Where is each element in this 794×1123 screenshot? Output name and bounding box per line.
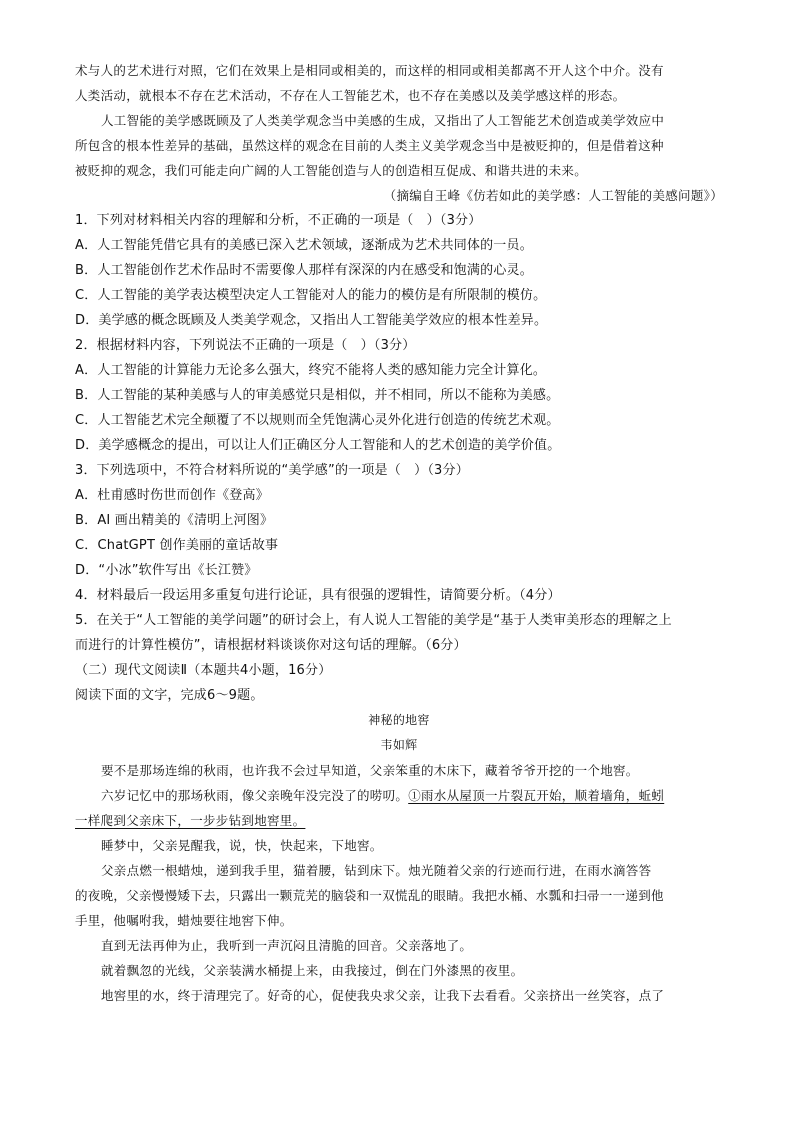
story-paragraph: 父亲点燃一根蜡烛，递到我手里，猫着腰，钻到床下。烛光随着父亲的行迹而行进，在雨水滴答答 xyxy=(101,863,652,878)
passage-line: 被贬抑的观念，我们可能走向广阔的人工智能创造与人的创造相互促成、和谐共进的未来。 xyxy=(75,163,588,178)
question-2-option-c: C．人工智能艺术完全颠覆了不以规则而全凭饱满心灵外化进行创造的传统艺术观。 xyxy=(75,413,560,428)
story-paragraph: 要不是那场连绵的秋雨，也许我不会过早知道，父亲笨重的木床下，藏着爷爷开挖的一个地窖。 xyxy=(101,763,639,778)
section-instruction: 阅读下面的文字，完成6～9题。 xyxy=(75,688,264,703)
story-author: 韦如辉 xyxy=(380,738,418,752)
question-3-option-b: B．AI 画出精美的《清明上河图》 xyxy=(75,513,274,528)
section-heading: （二）现代文阅读Ⅱ（本题共4小题，16分） xyxy=(75,663,332,678)
question-3-option-d: D．“小冰”软件写出《长江赞》 xyxy=(75,563,258,578)
exam-page xyxy=(75,58,723,1008)
passage-line: 人类活动，就根本不存在艺术活动，不存在人工智能艺术，也不存在美感以及美学感这样的形态。 xyxy=(75,88,626,103)
question-4: 4．材料最后一段运用多重复句进行论证，具有很强的逻辑性，请简要分析。（4分） xyxy=(75,588,561,603)
passage-line: 所包含的根本性差异的基础，虽然这样的观念在目前的人类主义美学观念当中是被贬抑的，但是借着这种 xyxy=(75,138,664,153)
underlined-sentence: ①雨水从屋顶一片裂瓦开始，顺着墙角，蚯蚓 xyxy=(408,788,665,803)
story-paragraph-cont: 手里，他嘱咐我，蜡烛要往地窖下伸。 xyxy=(75,913,293,928)
story-paragraph-cont xyxy=(75,808,723,833)
passage-line: 术与人的艺术进行对照，它们在效果上是相同或相美的，而这样的相同或相美都离不开人这个中介。没有 xyxy=(75,63,664,78)
story-text: 六岁记忆中的那场秋雨，像父亲晚年没完没了的唠叨。 xyxy=(101,788,409,803)
question-1-option-a: A．人工智能凭借它具有的美感已深入艺术领域，逐渐成为艺术共同体的一员。 xyxy=(75,238,533,253)
question-3-option-c: C．ChatGPT 创作美丽的童话故事 xyxy=(75,538,279,553)
question-5-line-1: 5．在关于“人工智能的美学问题”的研讨会上，有人说人工智能的美学是“基于人类审美形态的理解之上 xyxy=(75,613,672,628)
question-1-option-b: B．人工智能创作艺术作品时不需要像人那样有深深的内在感受和饱满的心灵。 xyxy=(75,263,533,278)
question-2-option-b: B．人工智能的某种美感与人的审美感觉只是相似，并不相同，所以不能称为美感。 xyxy=(75,388,560,403)
story-title: 神秘的地窖 xyxy=(368,713,430,727)
story-paragraph xyxy=(75,783,723,808)
story-paragraph: 地窖里的水，终于清理完了。好奇的心，促使我央求父亲，让我下去看看。父亲挤出一丝笑容，点了 xyxy=(101,988,665,1003)
question-2-option-d: D．美学感概念的提出，可以让人们正确区分人工智能和人的艺术创造的美学价值。 xyxy=(75,438,561,453)
question-3: 3．下列选项中，不符合材料所说的“美学感”的一项是（ ）（3分） xyxy=(75,463,469,478)
question-5-line-2: 而进行的计算性模仿”，请根据材料谈谈你对这句话的理解。（6分） xyxy=(75,638,467,653)
story-paragraph: 睡梦中，父亲晃醒我，说，快，快起来，下地窖。 xyxy=(101,838,383,853)
question-1-option-d: D．美学感的概念既顾及人类美学观念，又指出人工智能美学效应的根本性差异。 xyxy=(75,313,548,328)
story-paragraph: 直到无法再伸为止，我听到一声沉闷且清脆的回音。父亲落地了。 xyxy=(101,938,473,953)
question-2: 2．根据材料内容，下列说法不正确的一项是（ ）（3分） xyxy=(75,338,416,353)
question-3-option-a: A．杜甫感时伤世而创作《登高》 xyxy=(75,488,269,503)
question-1-option-c: C．人工智能的美学表达模型决定人工智能对人的能力的模仿是有所限制的模仿。 xyxy=(75,288,547,303)
story-paragraph-cont: 的夜晚，父亲慢慢矮下去，只露出一颗荒芜的脑袋和一双慌乱的眼睛。我把水桶、水瓢和扫帚一一递到他 xyxy=(75,888,664,903)
passage-line: 人工智能的美学感既顾及了人类美学观念当中美感的生成，又指出了人工智能艺术创造或美学效应中 xyxy=(101,113,665,128)
question-2-option-a: A．人工智能的计算能力无论多么强大，终究不能将人类的感知能力完全计算化。 xyxy=(75,363,547,378)
underlined-sentence: 一样爬到父亲床下，一步步钻到地窖里。 xyxy=(75,813,306,828)
passage-source: （摘编自王峰《仿若如此的美学感：人工智能的美感问题》） xyxy=(383,188,723,203)
story-paragraph: 就着飘忽的光线，父亲装满水桶提上来，由我接过，倒在门外漆黑的夜里。 xyxy=(101,963,524,978)
question-1: 1．下列对材料相关内容的理解和分析，不正确的一项是（ ）（3分） xyxy=(75,213,482,228)
